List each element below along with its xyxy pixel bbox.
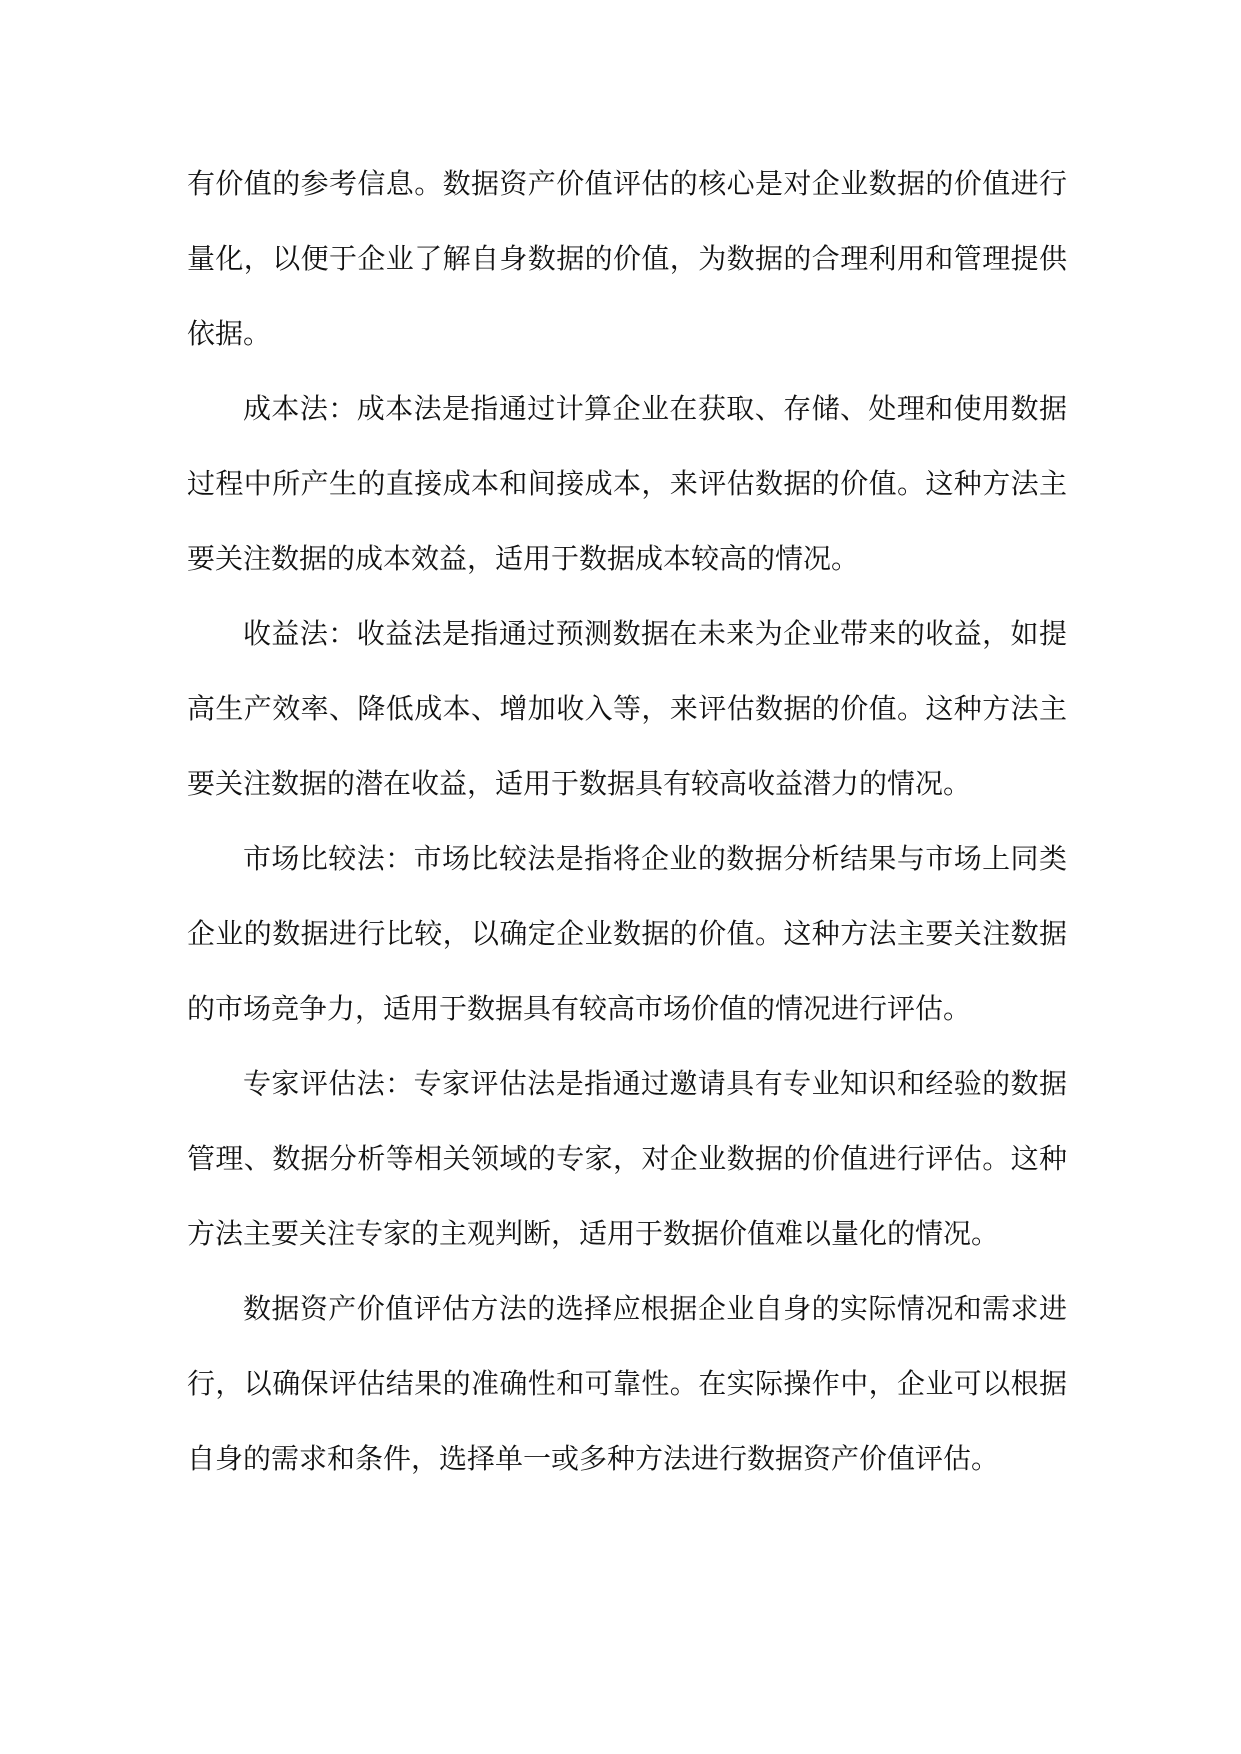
paragraph-income-method: 收益法：收益法是指通过预测数据在未来为企业带来的收益，如提高生产效率、降低成本、增加收入等，来评估数据的价值。这种方法主要关注数据的潜在收益，适用于数据具有较高收益潜力的情况。 (187, 617, 1067, 800)
paragraph-market-comparison-method: 市场比较法：市场比较法是指将企业的数据分析结果与市场上同类企业的数据进行比较，以确定企业数据的价值。这种方法主要关注数据的市场竞争力，适用于数据具有较高市场价值的情况进行评估。 (187, 842, 1067, 1025)
paragraph-cost-method: 成本法：成本法是指通过计算企业在获取、存储、处理和使用数据过程中所产生的直接成本和间接成本，来评估数据的价值。这种方法主要关注数据的成本效益，适用于数据成本较高的情况。 (187, 392, 1067, 575)
document-body (187, 146, 1067, 1496)
paragraph-method-selection: 数据资产价值评估方法的选择应根据企业自身的实际情况和需求进行，以确保评估结果的准确性和可靠性。在实际操作中，企业可以根据自身的需求和条件，选择单一或多种方法进行数据资产价值评估。 (187, 1292, 1067, 1475)
paragraph-expert-evaluation-method: 专家评估法：专家评估法是指通过邀请具有专业知识和经验的数据管理、数据分析等相关领域的专家，对企业数据的价值进行评估。这种方法主要关注专家的主观判断，适用于数据价值难以量化的情况。 (187, 1067, 1067, 1250)
paragraph-continuation: 有价值的参考信息。数据资产价值评估的核心是对企业数据的价值进行量化，以便于企业了解自身数据的价值，为数据的合理利用和管理提供依据。 (187, 167, 1067, 350)
